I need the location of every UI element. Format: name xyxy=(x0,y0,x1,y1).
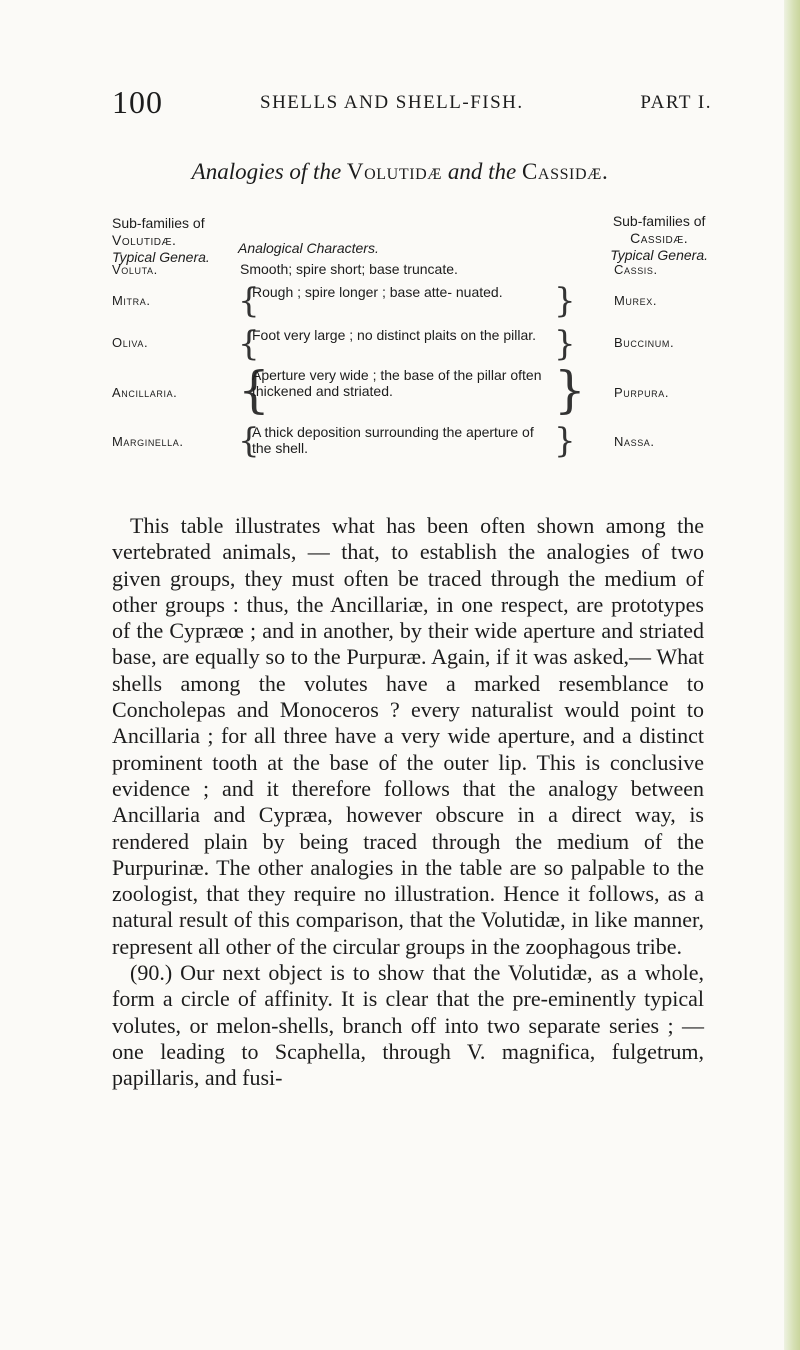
right-genus: Cassis. xyxy=(614,262,658,277)
row-description: A thick deposition surrounding the aperture of the shell. xyxy=(252,424,534,456)
right-brace: } xyxy=(554,324,576,364)
title-and: and the xyxy=(442,159,522,184)
title-of: of the xyxy=(283,159,347,184)
left-genus: Voluta. xyxy=(112,262,158,277)
left-genus: Oliva. xyxy=(112,335,149,350)
title-volutidae: Volutidæ xyxy=(346,159,443,184)
middle-column-header: Analogical Characters. xyxy=(238,240,379,256)
left-header-family: Volutidæ. xyxy=(112,232,177,248)
right-header-genera: Typical Genera. xyxy=(610,247,708,263)
right-header-family: Cassidæ. xyxy=(630,230,689,246)
page-number: 100 xyxy=(112,84,163,120)
row-description: Foot very large ; no distinct plaits on the pillar. xyxy=(252,327,537,343)
left-brace: { xyxy=(238,324,260,364)
right-genus: Nassa. xyxy=(614,434,655,449)
left-brace: { xyxy=(238,281,260,321)
left-column-header xyxy=(112,215,210,266)
running-header xyxy=(112,84,712,120)
right-header-line1: Sub-families of xyxy=(612,213,706,229)
left-brace: { xyxy=(238,421,260,461)
right-brace: } xyxy=(554,421,576,461)
right-genus: Purpura. xyxy=(614,385,670,400)
right-brace: } xyxy=(554,361,586,419)
row-description: Rough ; spire longer ; base atte- nuated. xyxy=(252,284,503,300)
running-head: SHELLS AND SHELL-FISH. xyxy=(260,92,524,113)
left-header-line1: Sub-families of xyxy=(112,215,205,231)
left-genus: Ancillaria. xyxy=(112,385,178,400)
title-analogies: Analogies xyxy=(191,159,284,184)
left-genus: Mitra. xyxy=(112,293,151,308)
left-header-genera: Typical Genera. xyxy=(112,249,210,265)
page-edge xyxy=(784,0,800,1350)
part-label: PART I. xyxy=(640,92,712,113)
right-brace: } xyxy=(554,281,576,321)
left-genus: Marginella. xyxy=(112,434,184,449)
left-brace: { xyxy=(238,361,270,419)
right-genus: Murex. xyxy=(614,293,658,308)
row-description: Aperture very wide ; the base of the pillar often thickened and striated. xyxy=(252,367,542,399)
table-title xyxy=(0,159,800,185)
right-column-header xyxy=(610,213,708,264)
right-genus: Buccinum. xyxy=(614,335,675,350)
body-text xyxy=(112,513,704,1092)
paragraph: (90.) Our next object is to show that the Volutidæ, as a whole, form a circle of affinity. It is clear that the pre-eminently typical volutes, or melon-shells, branch off into two separate series ; — one leading to Scaphella, through V. magnifica, fulgetrum, papillaris, and fusi- xyxy=(112,960,704,1091)
row-description: Smooth; spire short; base truncate. xyxy=(240,261,458,277)
title-cassidae: Cassidæ. xyxy=(521,159,609,184)
paragraph: This table illustrates what has been often shown among the vertebrated animals, — that, to establish the analogies of two given groups, they must often be traced through the medium of other groups : thus, the Ancillariæ, in one respect, are prototypes of the Cypræœ ; and in another, by their wide aperture and striated base, are equally so to the Purpuræ. Again, if it was asked,— What shells among the volutes have a marked resemblance to Concholepas and Monoceros ? every naturalist would point to Ancillaria ; for all three have a very wide aperture, and a distinct prominent tooth at the base of the outer lip. This is conclusive evidence ; and it therefore follows that the analogy between Ancillaria and Cypræa, however obscure in a direct way, is rendered plain by being traced through the medium of the Purpurinæ. The other analogies in the table are so palpable to the zoologist, that they require no illustration. Hence it follows, as a natural result of this comparison, that the Volutidæ, in like manner, represent all other of the circular groups in the zoophagous tribe. xyxy=(112,513,704,959)
